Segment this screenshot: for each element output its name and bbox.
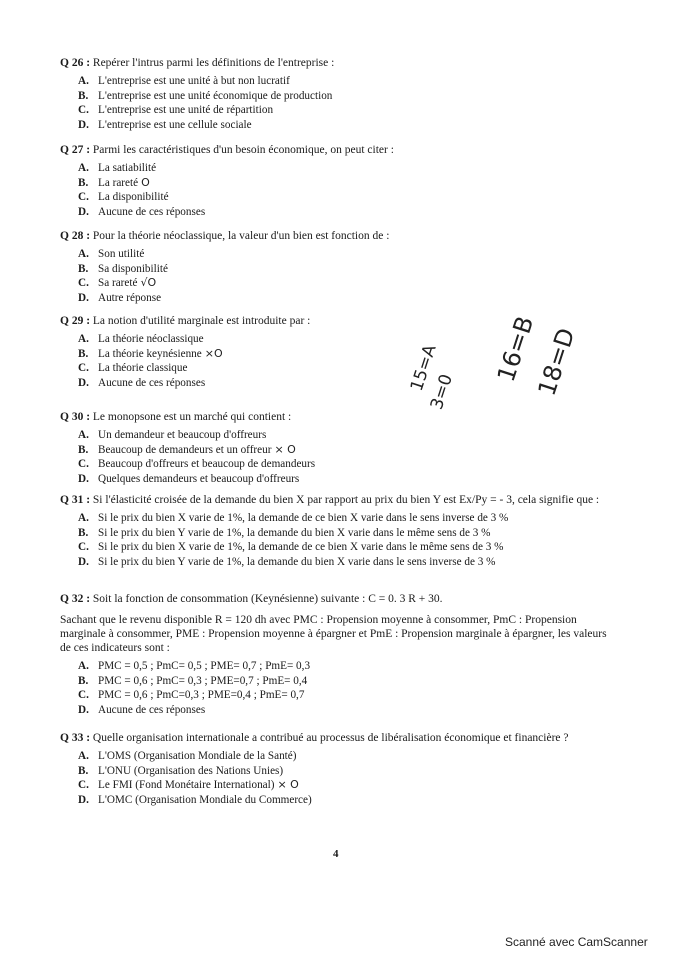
option-b: B. L'ONU (Organisation des Nations Unies) — [78, 764, 284, 777]
question-31 — [60, 493, 620, 569]
question-33 — [60, 731, 620, 807]
question-text: Pour la théorie néoclassique, la valeur d'un bien est fonction de : — [90, 230, 390, 242]
option-b: B. La rareté O — [78, 175, 150, 189]
question-30 — [60, 410, 620, 486]
question-text: La notion d'utilité marginale est introduite par : — [90, 315, 311, 327]
question-number: Q 31 : — [60, 494, 91, 506]
option-b: B. La théorie keynésienne ×O — [78, 346, 223, 360]
options-list — [78, 511, 620, 569]
question-text: Soit la fonction de consommation (Keynésienne) suivante : C = 0. 3 R + 30. — [90, 593, 443, 605]
option-a: A. La satiabilité — [78, 162, 157, 174]
option-d: D. Quelques demandeurs et beaucoup d'offreurs — [78, 472, 300, 485]
option-d: D. Aucune de ces réponses — [78, 376, 206, 389]
question-intro: Sachant que le revenu disponible R = 120 dh avec PMC : Propension moyenne à consommer, PmC : Propension marginale à consommer, PME : Propension moyenne à épargner et PmE : Propension marginale à épargner, les valeurs de ces indicateurs sont : — [60, 614, 607, 654]
option-b: B. L'entreprise est une unité économique de production — [78, 89, 333, 102]
option-d: D. L'OMC (Organisation Mondiale du Commerce) — [78, 793, 312, 806]
options-list — [78, 659, 620, 717]
handwritten-mark: √O — [140, 276, 157, 290]
handwritten-score: 3=0 — [426, 371, 458, 413]
option-b: B. PMC = 0,6 ; PmC= 0,3 ; PME=0,7 ; PmE= 0,4 — [78, 674, 308, 687]
option-d: D. L'entreprise est une cellule sociale — [78, 118, 252, 131]
question-27 — [60, 143, 620, 219]
option-a: A. Son utilité — [78, 248, 145, 260]
option-b: B. Beaucoup de demandeurs et un offreur × O — [78, 442, 296, 456]
question-number: Q 28 : — [60, 230, 91, 242]
option-d: D. Aucune de ces réponses — [78, 703, 206, 716]
question-28 — [60, 229, 620, 305]
options-list — [78, 428, 620, 486]
question-text: Si l'élasticité croisée de la demande du bien X par rapport au prix du bien Y est Ex/Py = - 3, cela signifie que : — [90, 494, 600, 506]
option-c: C. Le FMI (Fond Monétaire International) × O — [78, 778, 299, 792]
option-c: C. PMC = 0,6 ; PmC=0,3 ; PME=0,4 ; PmE= 0,7 — [78, 689, 305, 702]
question-number: Q 29 : — [60, 315, 91, 327]
option-b: B. Si le prix du bien Y varie de 1%, la demande du bien X varie dans le même sens de 3 % — [78, 526, 491, 539]
page-number: 4 — [333, 848, 339, 860]
question-number: Q 33 : — [60, 732, 91, 744]
options-list — [78, 161, 620, 219]
handwritten-mark: ×O — [204, 346, 223, 360]
question-number: Q 27 : — [60, 144, 91, 156]
handwritten-score: 15=A — [406, 342, 441, 394]
handwritten-score: 18=D — [532, 324, 581, 400]
option-b: B. Sa disponibilité — [78, 262, 168, 275]
option-d: D. Autre réponse — [78, 291, 162, 304]
question-text: Le monopsone est un marché qui contient : — [90, 411, 292, 423]
handwritten-mark: × O — [274, 442, 296, 456]
question-26 — [60, 56, 620, 132]
options-list — [78, 74, 620, 132]
options-list — [78, 749, 620, 807]
option-a: A. L'entreprise est une unité à but non lucratif — [78, 75, 290, 87]
question-text: Parmi les caractéristiques d'un besoin économique, on peut citer : — [90, 144, 394, 156]
option-d: D. Si le prix du bien Y varie de 1%, la demande du bien X varie dans le sens inverse de 3 % — [78, 555, 496, 568]
option-a: A. Un demandeur et beaucoup d'offreurs — [78, 429, 267, 441]
option-c: C. L'entreprise est une unité de répartition — [78, 104, 274, 117]
question-text: Quelle organisation internationale a contribué au processus de libéralisation économique et financière ? — [90, 732, 569, 744]
option-c: C. Sa rareté √O — [78, 276, 157, 290]
option-c: C. La disponibilité — [78, 191, 169, 204]
option-d: D. Aucune de ces réponses — [78, 205, 206, 218]
handwritten-mark: O — [141, 175, 150, 189]
option-a: A. L'OMS (Organisation Mondiale de la Santé) — [78, 750, 297, 762]
handwritten-score: 16=B — [491, 312, 540, 386]
question-number: Q 26 : — [60, 57, 91, 69]
question-32 — [60, 592, 620, 717]
option-a: A. PMC = 0,5 ; PmC= 0,5 ; PME= 0,7 ; PmE= 0,3 — [78, 660, 311, 672]
question-number: Q 30 : — [60, 411, 91, 423]
question-number: Q 32 : — [60, 593, 91, 605]
option-c: C. La théorie classique — [78, 362, 188, 375]
option-a: A. La théorie néoclassique — [78, 333, 204, 345]
options-list — [78, 247, 620, 305]
option-c: C. Si le prix du bien X varie de 1%, la demande de ce bien X varie dans le même sens de 3 % — [78, 541, 504, 554]
option-c: C. Beaucoup d'offreurs et beaucoup de demandeurs — [78, 458, 316, 471]
handwritten-mark: × O — [277, 778, 299, 792]
option-a: A. Si le prix du bien X varie de 1%, la demande de ce bien X varie dans le sens inverse de 3 % — [78, 512, 509, 524]
scanner-watermark: Scanné avec CamScanner — [505, 935, 648, 949]
question-text: Repérer l'intrus parmi les définitions de l'entreprise : — [90, 57, 335, 69]
